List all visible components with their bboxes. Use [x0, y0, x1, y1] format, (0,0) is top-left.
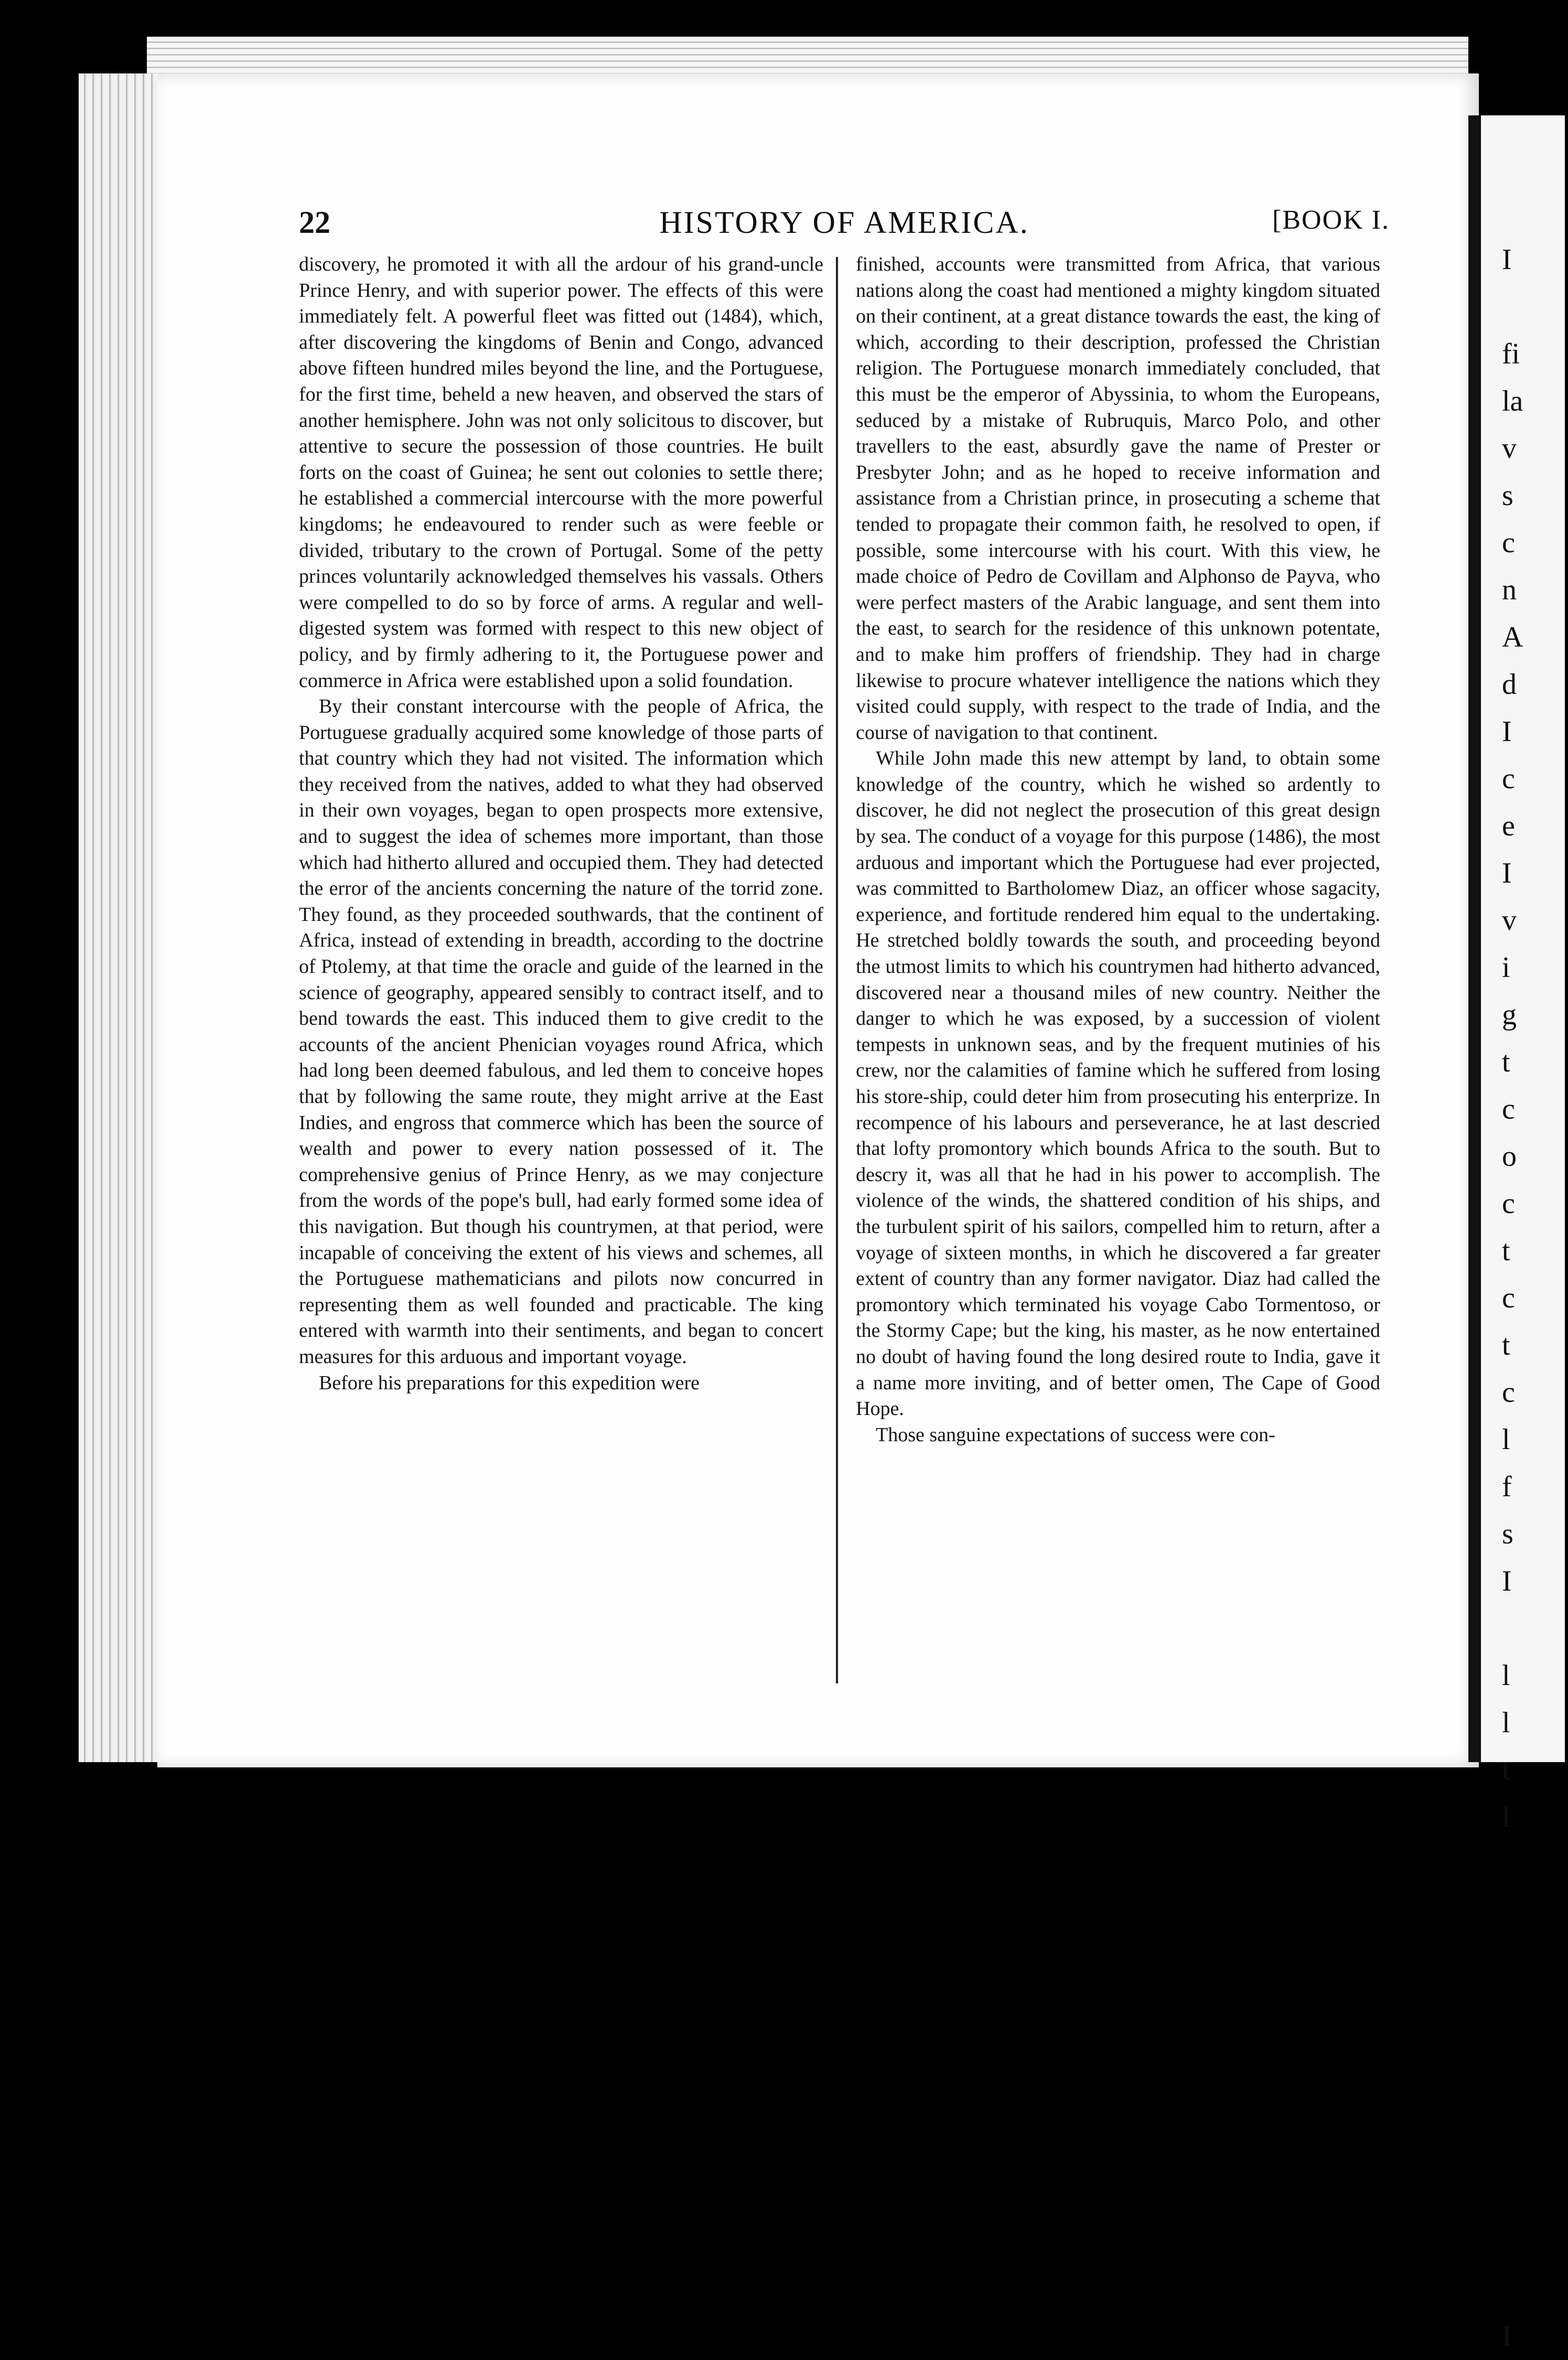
paragraph: Before his preparations for this expedition were — [319, 1371, 700, 1394]
page-edges-left — [79, 73, 163, 1762]
column-divider — [836, 257, 838, 1683]
right-column — [856, 252, 1380, 1448]
paragraph: Those sanguine expectations of success were con- — [876, 1423, 1275, 1446]
book-label: [BOOK I. — [1272, 205, 1390, 235]
paragraph: finished, accounts were transmitted from Africa, that various nations along the coast had mentioned a mighty kingdom situated on their continent, at a great distance towards the east, the king of which, according to their description, professed the Christian religion. The Portuguese monarch immediately concluded, that this must be the emperor of Abyssinia, to whom the Europeans, seduced by a mistake of Rubruquis, Marco Polo, and other travellers to the east, absurdly gave the name of Prester or Presbyter John; and as he hoped to receive information and assistance from a Christian prince, in prosecuting a scheme that tended to propagate their common faith, he resolved to open, if possible, some intercourse with his court. With this view, he made choice of Pedro de Covillam and Alphonso de Payva, who were perfect masters of the Arabic language, and sent them into the east, to search for the residence of this unknown potentate, and to make him proffers of friendship. They had in charge likewise to procure whatever intelligence the nations which they visited could supply, with respect to the trade of India, and the course of navigation to that continent. — [856, 253, 1380, 744]
paragraph: discovery, he promoted it with all the ardour of his grand-uncle Prince Henry, and with superior power. The effects of this were immediately felt. A powerful fleet was fitted out (1484), which, after discovering the kingdoms of Benin and Congo, advanced above fifteen hundred miles beyond the line, and the Portuguese, for the first time, beheld a new heaven, and observed the stars of another hemisphere. John was not only solicitous to discover, but attentive to secure the possession of those countries. He built forts on the coast of Guinea; he sent out colonies to settle there; he established a commercial intercourse with the more powerful kingdoms; he endeavoured to render such as were feeble or divided, tributary to the crown of Portugal. Some of the petty princes voluntarily acknowledged themselves his vassals. Others were compelled to do so by force of arms. A regular and well-digested system was formed with respect to this new object of policy, and by firmly adhering to it, the Portuguese power and commerce in Africa were established upon a solid foundation. — [299, 253, 823, 692]
adjacent-page — [1468, 115, 1565, 2353]
paragraph: By their constant intercourse with the people of Africa, the Portuguese gradually acquired some knowledge of those parts of that country which they had not visited. The information which they received from the natives, added to what they had observed in their own voyages, began to open prospects more extensive, and to suggest the idea of schemes more important, than those which had hitherto allured and occupied them. They had detected the error of the ancients concerning the nature of the torrid zone. They found, as they proceeded southwards, that the continent of Africa, instead of extending in breadth, according to the doctrine of Ptolemy, at that time the oracle and guide of the learned in the science of geography, appeared sensibly to contract itself, and to bend towards the east. This induced them to give credit to the accounts of the ancient Phenician voyages round Africa, which had long been deemed fabulous, and led them to conceive hopes that by following the same route, they might arrive at the East Indies, and engross that commerce which has been the source of wealth and power to every nation possessed of it. The comprehensive genius of Prince Henry, as we may conjecture from the words of the pope's bull, had early formed some idea of this navigation. But though his countrymen, at that period, were incapable of conceiving the extent of his views and schemes, all the Portuguese mathematicians and pilots now concurred in representing them as well founded and practicable. The king entered with warmth into their sentiments, and began to concert measures for this arduous and important voyage. — [299, 695, 823, 1368]
paragraph: While John made this new attempt by land, to obtain some knowledge of the country, which he wished so ardently to discover, he did not neglect the prosecution of this great design by sea. The conduct of a voyage for this purpose (1486), the most arduous and important which the Portuguese had ever projected, was committed to Bartholomew Diaz, an officer whose sagacity, experience, and fortitude rendered him equal to the undertaking. He stretched boldly towards the south, and proceeding beyond the utmost limits to which his countrymen had hitherto advanced, discovered near a thousand miles of new country. Neither the danger to which he was exposed, by a succession of violent tempests in unknown seas, and by the frequent mutinies of his crew, nor the calamities of famine which he suffered from losing his store-ship, could deter him from prosecuting his enterprize. In recompence of his labours and perseverance, he at last descried that lofty promontory which bounds Africa to the south. But to descry it, was all that he had in his power to accomplish. The violence of the winds, the shattered condition of his ships, and the turbulent spirit of his sailors, compelled him to return, after a voyage of sixteen months, in which he discovered a far greater extent of country than any former navigator. Diaz had called the promontory which terminated his voyage Cabo Tormentoso, or the Stormy Cape; but the king, his master, as he now entertained no doubt of having found the long desired route to India, gave it a name more inviting, and of better omen, The Cape of Good Hope. — [856, 747, 1380, 1420]
adjacent-page-text: I fi la v s c n A d I c e I v i g t c o c t c t c l f s I l l t l I — [1502, 243, 1523, 2353]
running-title: HISTORY OF AMERICA. — [659, 205, 1029, 240]
page-number: 22 — [299, 205, 330, 240]
left-column — [299, 252, 823, 1396]
page-header — [299, 205, 1390, 252]
